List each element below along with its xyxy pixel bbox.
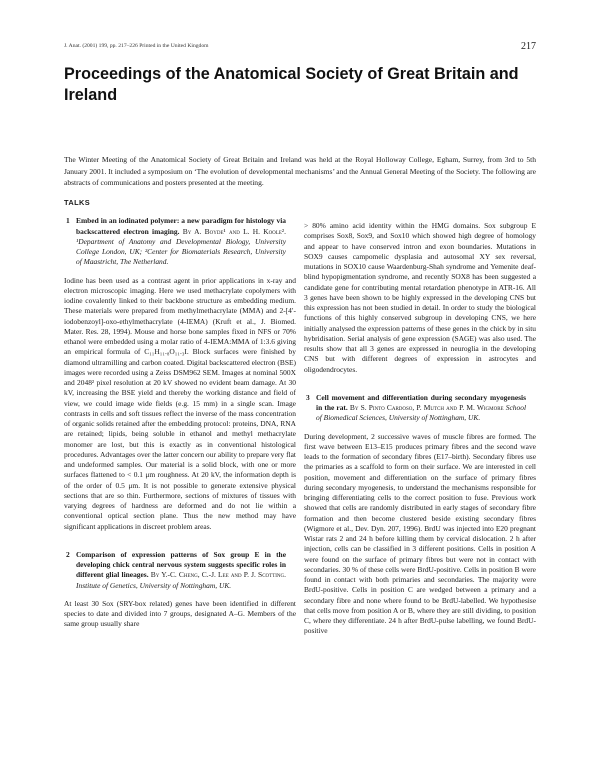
abstract-affiliation: Institute of Genetics, University of Nottingham, UK. [76, 580, 232, 590]
abstract-authors: By S. Pinto Cardoso, P. Mutch and P. M. Wigmore [349, 403, 504, 412]
running-head [64, 41, 536, 55]
abstract-number: 1 [66, 216, 70, 226]
abstract-title: Embed in an iodinated polymer: a new paradigm for histology via backscattered electron imaging. [76, 216, 286, 236]
abstract-number: 2 [66, 549, 70, 559]
abstract-authors: By A. Boyde¹ and L. H. Koole². [182, 226, 286, 236]
abstract-3-header [304, 393, 536, 424]
abstract-title: Cell movement and differentiation during secondary myogenesis in the rat. [316, 392, 526, 412]
abstract-authors: By Y.-C. Cheng, C.-J. Lee and P. J. Scotting. [150, 570, 286, 580]
abstract-body: During development, 2 successive waves of muscle fibres are formed. The first wave between E13–E15 produces primary fibres and the second wave leads to the formation of secondary fibres (E17–birth). Secondary fibres use the primaries as a scaffold to form on their surface. We are interested in cell position, movement and differentiation on the surface of primary fibres during secondary myogenesis, to understand the mechanisms responsible for bringing differentiating cells to the correct position to fuse. Previous work showed that cells are randomly distributed in early stages of secondary fibre formation and then become clustered beside existing secondary fibres (Wigmore et al., Dev. Dyn. 207, 1996). BrdU was injected into E20 pregnant Wistar rats 2 and 24 h before killing them by cervical dislocation. 2 h after injection, cells can be classified in 3 different positions. Cells in position A were found on the surface of primary fibres but were not in contact with secondaries. 30 % of these cells were BrdU-positive. Cells in position B were found in contact with both primaries and secondaries. The majority were BrdU-positive. Cells in position C are wedged between a primary and a secondary fibre and none where found to be BrdU-labelled. We hypothesise that cells move from position A or B, where they are still dividing, to position C, where they differentiate. 24 h after BrdU-pulse labelling, we found BrdU-positive [304, 431, 536, 636]
journal-citation: J. Anat. (2001) 199, pp. 217–226 Printed in the United Kingdom [64, 43, 209, 49]
abstract-number: 3 [306, 392, 310, 402]
abstract-title: Comparison of expression patterns of Sox group E in the developing chick central nervous system suggests specific roles in different glial lineages. [76, 549, 286, 580]
page-title: Proceedings of the Anatomical Society of Great Britain and Ireland [64, 65, 519, 104]
page-number: 217 [521, 41, 536, 52]
abstract-2-header [64, 550, 296, 591]
right-column [304, 221, 536, 637]
intro-paragraph: The Winter Meeting of the Anatomical Society of Great Britain and Ireland was held at the Royal Holloway College, Egham, Surrey, from 3rd to 5th January 2001. It included a symposium on ‘The evolution of developmental mechanisms’ and the Annual General Meeting of the Society. The following are abstracts of communications and posters presented at the meeting. [64, 155, 536, 188]
abstract-affiliation: ¹Department of Anatomy and Developmental Biology, University College London, UK; ²Center for Biomaterials Research, University of Maastricht, The Netherland. [76, 236, 286, 267]
abstract-affiliation: School of Biomedical Sciences, University of Nottingham, UK. [316, 403, 527, 423]
abstract-body: At least 30 Sox (SRY-box related) genes have been identified in different species to date and divided into 7 groups, designated A–G. Members of the same group usually share [64, 598, 296, 629]
section-heading: TALKS [64, 198, 91, 207]
abstract-2-continuation: > 80% amino acid identity within the HMG domains. Sox subgroup E comprises Sox8, Sox9, and Sox10 which showed high degree of homology and appear to have conserved intron and exon boundaries. Mutations in SOX9 causes campomelic dysplasia and autosomal XY sex reversal, mutations in SOX10 cause Waardenburg-Shah syndrome and Yemenite deaf-blind hypopigmentation syndrome, and recently SOX8 has been suggested a candidate gene for contributing mental retardation phenotype in ATR-16. All 3 genes have been shown to be highly expressed in the developing CNS but this expression has not been studied in detail. In order to study the biological functions of this highly conserved subgroup in developing CNS, we here initially analysed the expression patterns of these genes in the chick by in situ hybridisation. Serial analysis of gene expression (SAGE) was also used. The results show that all 3 genes are expressed in neuroglia in the developing CNS but with different degrees of expression in astrocytes and oligodendrocytes. [304, 221, 536, 374]
abstract-body: Iodine has been used as a contrast agent in prior applications in x-ray and electron microscopic imaging. Here we used methacrylate copolymers with iodine covalently linked to their backbone structure as embedding medium. These materials were prepared from methylmethacrylate (MMA) and 2-[4′-iodobenzoyl]-oxo-ethylmethacrylate (4-IEMA) (Kruft et al., J. Biomed. Mater. Res. 28, 1994). Mouse and horse bone samples fixed in NFS or 70% ethanol were embedded using a molar ratio of 4-IEMA:MMA of 1:3.6 giving an empirical formula of C₁₁H₁₁.₈O₁₁.₃I. Block surfaces were finished by diamond ultramilling and carbon coated. Digital backscattered electron (BSE) images were recorded using a Zeiss DSM962 SEM. Images at nominal 500X and 2048² pixel resolution at 20 kV showed no evident beam damage. At 30 kV, increasing the BSE yield and thereby the working distance and field of view, we could image wide fields (e.g. 15 mm) in a single scan. Image contrasts in cells and soft tissues reflect the inverse of the mass concentration of organic solids retained after the embedding protocol: proteins, DNA, RNA are retained; lipids, being soluble in ethanol and methyl methacrylate monomer are lost, but this is exactly as in conventional histological procedures. Advantages over the latter concern our ability to prepare very flat and undeformed samples. Our material is a solid block, with one or more surfaces flattened to < 0.1 μm roughness. At 20 kV, the information depth is of the order of 0.5 μm. It is not possible to generate extensive physical sections that are so thin. Furthermore, sections of mixtures of tissues with varying degrees of hardness are deformed and do not lie within a conventional optical section plane. Thus the new method may have significant applications in discreet problem areas. [64, 275, 296, 531]
left-column [64, 192, 296, 630]
abstract-1-header [64, 216, 296, 267]
